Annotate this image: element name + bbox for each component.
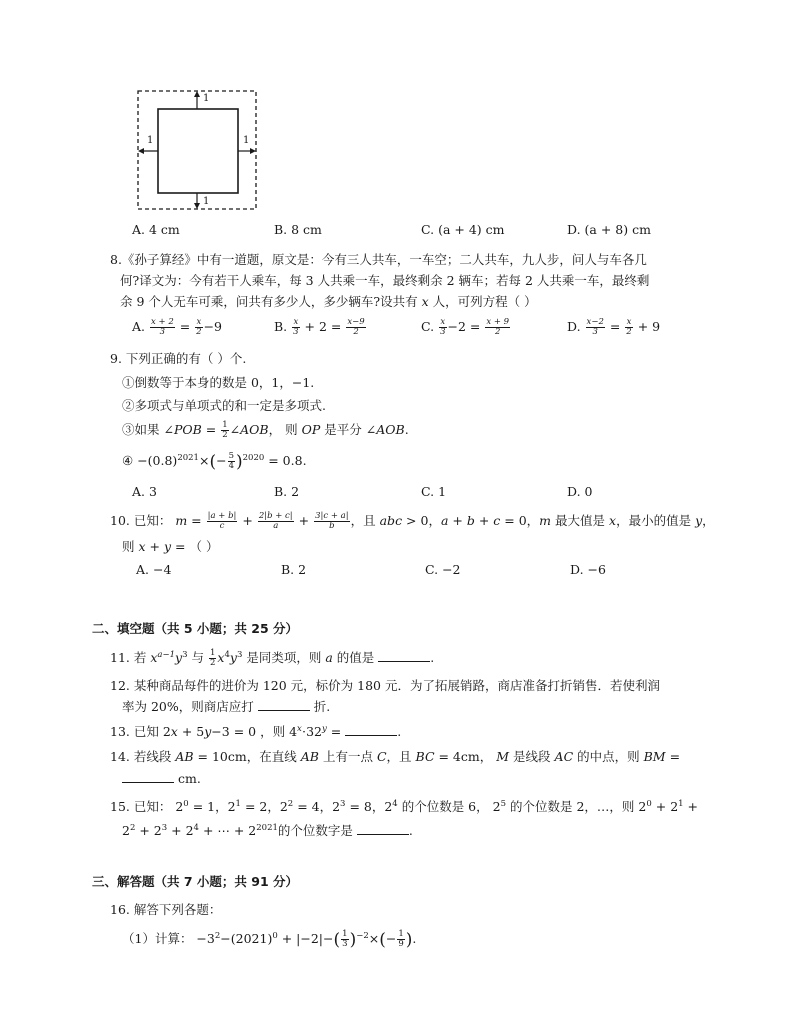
q9-item-1: ①倒数等于本身的数是 0，1，−1.: [122, 375, 315, 390]
q8-option-a: A. $\frac{x + 2}{3}$ = $\frac{x}{2}$ −9: [132, 317, 223, 337]
inner-square: [158, 109, 238, 193]
q14-line2: cm.: [122, 771, 201, 786]
q8-line3: [120, 294, 537, 309]
q7-option-c: C. (a + 4) cm: [421, 222, 505, 237]
q10-option-b: B. 2: [281, 562, 307, 577]
q8-line1: 8.《孙子算经》中有一道题，原文是：今有三人共车，一车空；二人共车，九人步，问人与车各几: [110, 252, 647, 267]
square-figure: [130, 85, 262, 215]
q7-option-b: B. 8 cm: [274, 222, 322, 237]
q10-option-c: C. −2: [425, 562, 461, 577]
q13: 13. 已知 2x + 5y−3 = 0 ，则 $4^x\cdot 32^y$ = .: [110, 724, 402, 739]
q9-option-a: A. 3: [132, 484, 157, 499]
q9-stem: 9. 下列正确的有（ ）个.: [110, 351, 247, 366]
arrow-right-icon: [250, 148, 256, 154]
q9-option-b: B. 2: [274, 484, 300, 499]
section-2-title: 二、填空题（共 5 小题；共 25 分）: [92, 621, 299, 636]
arrow-label-top: 1: [203, 93, 210, 104]
section-3-title: 三、解答题（共 7 小题；共 91 分）: [92, 874, 299, 889]
q9-item-3: ③如果 ∠POB = $\frac{1}{2}$ ∠AOB， 则 OP 是平分 ∠AOB.: [122, 420, 409, 440]
arrow-label-bottom: 1: [203, 196, 210, 207]
q8-line3-text-b: 人，可列方程（ ）: [432, 294, 537, 309]
arrow-down-icon: [194, 203, 200, 209]
q8-option-b: B. $\frac{x}{3}$ + 2 = $\frac{x-9}{2}$: [274, 317, 365, 337]
arrow-up-icon: [194, 91, 200, 97]
q8-option-c: C. $\frac{x}{3}$ −2 = $\frac{x + 9}{2}$: [421, 317, 510, 337]
q10-line2: 则 x + y = （ ）: [122, 539, 219, 554]
q15-line1: 15. 已知： $2^0 = 1$，$2^1 = 2$，$2^2 = 4$，$2^3 = 8$，$2^4$ 的个位数是 6， $2^5$ 的个位数是 2，…，则 $2^0 + 2^1$ +: [110, 799, 699, 814]
arrow-left-icon: [138, 148, 144, 154]
q8-line2: 何?译文为：今有若干人乘车，每 3 人共乘一车，最终剩余 2 辆车；若每 2 人共乘一车，最终剩: [120, 273, 650, 288]
q8-option-d: D. $\frac{x-2}{3}$ = $\frac{x}{2}$ + 9: [567, 317, 661, 337]
q16-part1: （1）计算： $-3^2-(2021)^0 + |-2|-$( $\frac{1}{3}$ )$^{-2}$×(− $\frac{1}{9}$ ).: [122, 929, 417, 950]
q10-stem: 10. 已知： m = $\frac{|a + b|}{c}$ + $\frac{2|b + c|}{a}$ + $\frac{3|c + a|}{b}$ ，且 abc > 0，a + b + c = 0，m 最大值是 x，最小的值是 y，: [110, 511, 715, 531]
q7-option-d: D. (a + 8) cm: [567, 222, 651, 237]
arrow-label-right: 1: [243, 135, 250, 146]
arrow-label-left: 1: [147, 135, 154, 146]
q8-line3-text-a: 余 9 个人无车可乘，问共有多少人，多少辆车?设共有: [120, 294, 418, 309]
q9-item-2: ②多项式与单项式的和一定是多项式.: [122, 398, 326, 413]
q8-var-x: x: [421, 294, 429, 309]
q11: 11. 若 $x^{a-1}y^3$ 与 $\frac{1}{2}$ $x^4y^3$ 是同类项，则 a 的值是 .: [110, 648, 435, 668]
q9-option-c: C. 1: [421, 484, 447, 499]
q7-option-a: A. 4 cm: [132, 222, 180, 237]
q12-line2: 率为 20%，则商店应打 折.: [122, 699, 331, 714]
q12-line1: 12. 某种商品每件的进价为 120 元，标价为 180 元．为了拓展销路，商店准备打折销售．若使利润: [110, 678, 660, 693]
q9-item-4: ④ $-(0.8)^{2021}\times(-$ $\frac{5}{4}$ )$^{2020}$ = 0.8.: [122, 451, 307, 472]
q15-line2: $2^2 + 2^3 + 2^4$ + ⋯ + $2^{2021}$的个位数字是 .: [122, 823, 413, 838]
q10-option-a: A. −4: [136, 562, 172, 577]
q10-option-d: D. −6: [570, 562, 606, 577]
q14-line1: 14. 若线段 AB = 10cm，在直线 AB 上有一点 C，且 BC = 4cm， M 是线段 AC 的中点，则 BM =: [110, 749, 681, 764]
q16-stem: 16. 解答下列各题：: [110, 902, 222, 917]
q9-option-d: D. 0: [567, 484, 593, 499]
